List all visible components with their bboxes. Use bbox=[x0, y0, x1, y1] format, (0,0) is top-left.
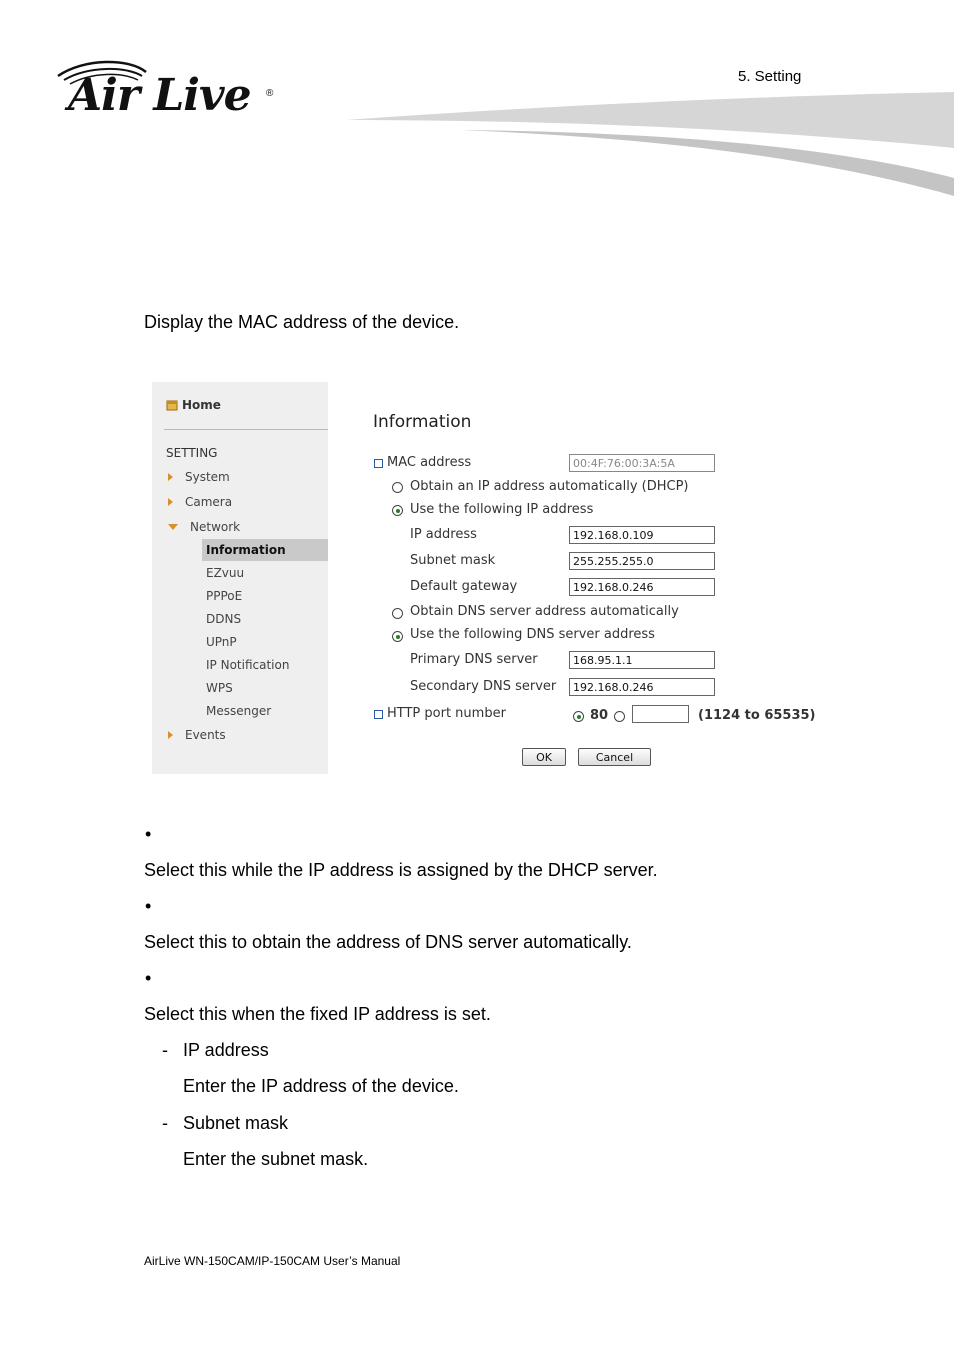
subnet-item-dash: - bbox=[162, 1113, 168, 1133]
expand-arrow-icon bbox=[168, 498, 173, 506]
ip-item-title: IP address bbox=[183, 1040, 269, 1060]
sidebar-subitem-information[interactable]: Information bbox=[206, 543, 286, 557]
subnet-mask-label: Subnet mask bbox=[410, 553, 496, 568]
http-port-checkbox[interactable] bbox=[374, 710, 383, 719]
http-port-range-label: (1124 to 65535) bbox=[698, 708, 816, 723]
dhcp-option-label: Obtain an IP address automatically (DHCP) bbox=[410, 479, 689, 494]
default-gateway-input[interactable]: 192.168.0.246 bbox=[569, 578, 715, 596]
header-swoosh-graphic bbox=[340, 86, 954, 198]
primary-dns-input[interactable]: 168.95.1.1 bbox=[569, 651, 715, 669]
sidebar-subitem-ddns[interactable]: DDNS bbox=[206, 612, 242, 626]
http-port-default-radio[interactable] bbox=[573, 711, 584, 722]
bullet-dns-auto: • bbox=[145, 896, 152, 916]
dhcp-description: Select this while the IP address is assigned by the DHCP server. bbox=[144, 860, 658, 880]
default-gateway-label: Default gateway bbox=[410, 579, 518, 594]
subnet-mask-input[interactable]: 255.255.255.0 bbox=[569, 552, 715, 570]
sidebar-home[interactable] bbox=[166, 398, 221, 412]
dhcp-radio[interactable] bbox=[392, 482, 403, 493]
mac-address-field: 00:4F:76:00:3A:5A bbox=[569, 454, 715, 472]
dns-manual-radio[interactable] bbox=[392, 631, 403, 642]
chapter-title: 5. Setting bbox=[738, 68, 802, 85]
dns-auto-radio[interactable] bbox=[392, 608, 403, 619]
sidebar-item-label: System bbox=[185, 470, 230, 484]
sidebar-item-label: Network bbox=[190, 520, 241, 534]
sidebar-item-label: Camera bbox=[185, 495, 233, 509]
airlive-logo bbox=[54, 60, 284, 130]
sidebar-home-label: Home bbox=[182, 398, 221, 412]
primary-dns-label: Primary DNS server bbox=[410, 652, 538, 667]
http-port-label: HTTP port number bbox=[387, 706, 506, 721]
bullet-dhcp: • bbox=[145, 824, 152, 844]
static-ip-option-label: Use the following IP address bbox=[410, 502, 594, 517]
sidebar-heading: SETTING bbox=[166, 446, 218, 460]
http-port-custom-radio[interactable] bbox=[614, 711, 625, 722]
sidebar-divider bbox=[164, 429, 328, 430]
sidebar-subitem-ip-notification[interactable]: IP Notification bbox=[206, 658, 290, 672]
ip-address-label: IP address bbox=[410, 527, 477, 542]
sidebar-item-camera[interactable] bbox=[168, 495, 232, 509]
sidebar-item-network[interactable] bbox=[168, 520, 240, 534]
collapse-arrow-icon bbox=[168, 524, 178, 530]
ip-item-description: Enter the IP address of the device. bbox=[183, 1076, 459, 1096]
static-ip-description: Select this when the fixed IP address is set. bbox=[144, 1004, 491, 1024]
http-port-default-label: 80 bbox=[590, 708, 609, 723]
http-port-custom-input[interactable] bbox=[632, 705, 689, 723]
sidebar-subitem-ezvuu[interactable]: EZvuu bbox=[206, 566, 245, 580]
page-footer: AirLive WN-150CAM/IP-150CAM User’s Manual bbox=[144, 1254, 401, 1268]
sidebar-subitem-upnp[interactable]: UPnP bbox=[206, 635, 237, 649]
ok-button[interactable]: OK bbox=[522, 748, 566, 766]
settings-sidebar bbox=[152, 382, 328, 774]
intro-text: Display the MAC address of the device. bbox=[144, 312, 460, 332]
subnet-item-title: Subnet mask bbox=[183, 1113, 289, 1133]
bullet-static-ip: • bbox=[145, 968, 152, 988]
expand-arrow-icon bbox=[168, 731, 173, 739]
logo-registered-mark: ® bbox=[266, 88, 274, 99]
dns-manual-option-label: Use the following DNS server address bbox=[410, 627, 655, 642]
sidebar-subitem-wps[interactable]: WPS bbox=[206, 681, 233, 695]
static-ip-radio[interactable] bbox=[392, 505, 403, 516]
mac-address-checkbox[interactable] bbox=[374, 459, 383, 468]
network-information-screenshot bbox=[152, 382, 832, 776]
sidebar-item-system[interactable] bbox=[168, 470, 230, 484]
subnet-item-description: Enter the subnet mask. bbox=[183, 1149, 369, 1169]
expand-arrow-icon bbox=[168, 473, 173, 481]
ip-address-input[interactable]: 192.168.0.109 bbox=[569, 526, 715, 544]
secondary-dns-input[interactable]: 192.168.0.246 bbox=[569, 678, 715, 696]
home-icon bbox=[166, 400, 178, 411]
cancel-button[interactable]: Cancel bbox=[578, 748, 651, 766]
secondary-dns-label: Secondary DNS server bbox=[410, 679, 557, 694]
dns-auto-description: Select this to obtain the address of DNS server automatically. bbox=[144, 932, 632, 952]
ip-item-dash: - bbox=[162, 1040, 168, 1060]
mac-address-label: MAC address bbox=[387, 455, 472, 470]
sidebar-subitem-messenger[interactable]: Messenger bbox=[206, 704, 272, 718]
logo-text: Air Live bbox=[68, 70, 251, 121]
sidebar-item-label: Events bbox=[185, 728, 226, 742]
panel-title: Information bbox=[373, 412, 472, 432]
dns-auto-option-label: Obtain DNS server address automatically bbox=[410, 604, 679, 619]
sidebar-subitem-pppoe[interactable]: PPPoE bbox=[206, 589, 243, 603]
sidebar-item-events[interactable] bbox=[168, 728, 226, 742]
